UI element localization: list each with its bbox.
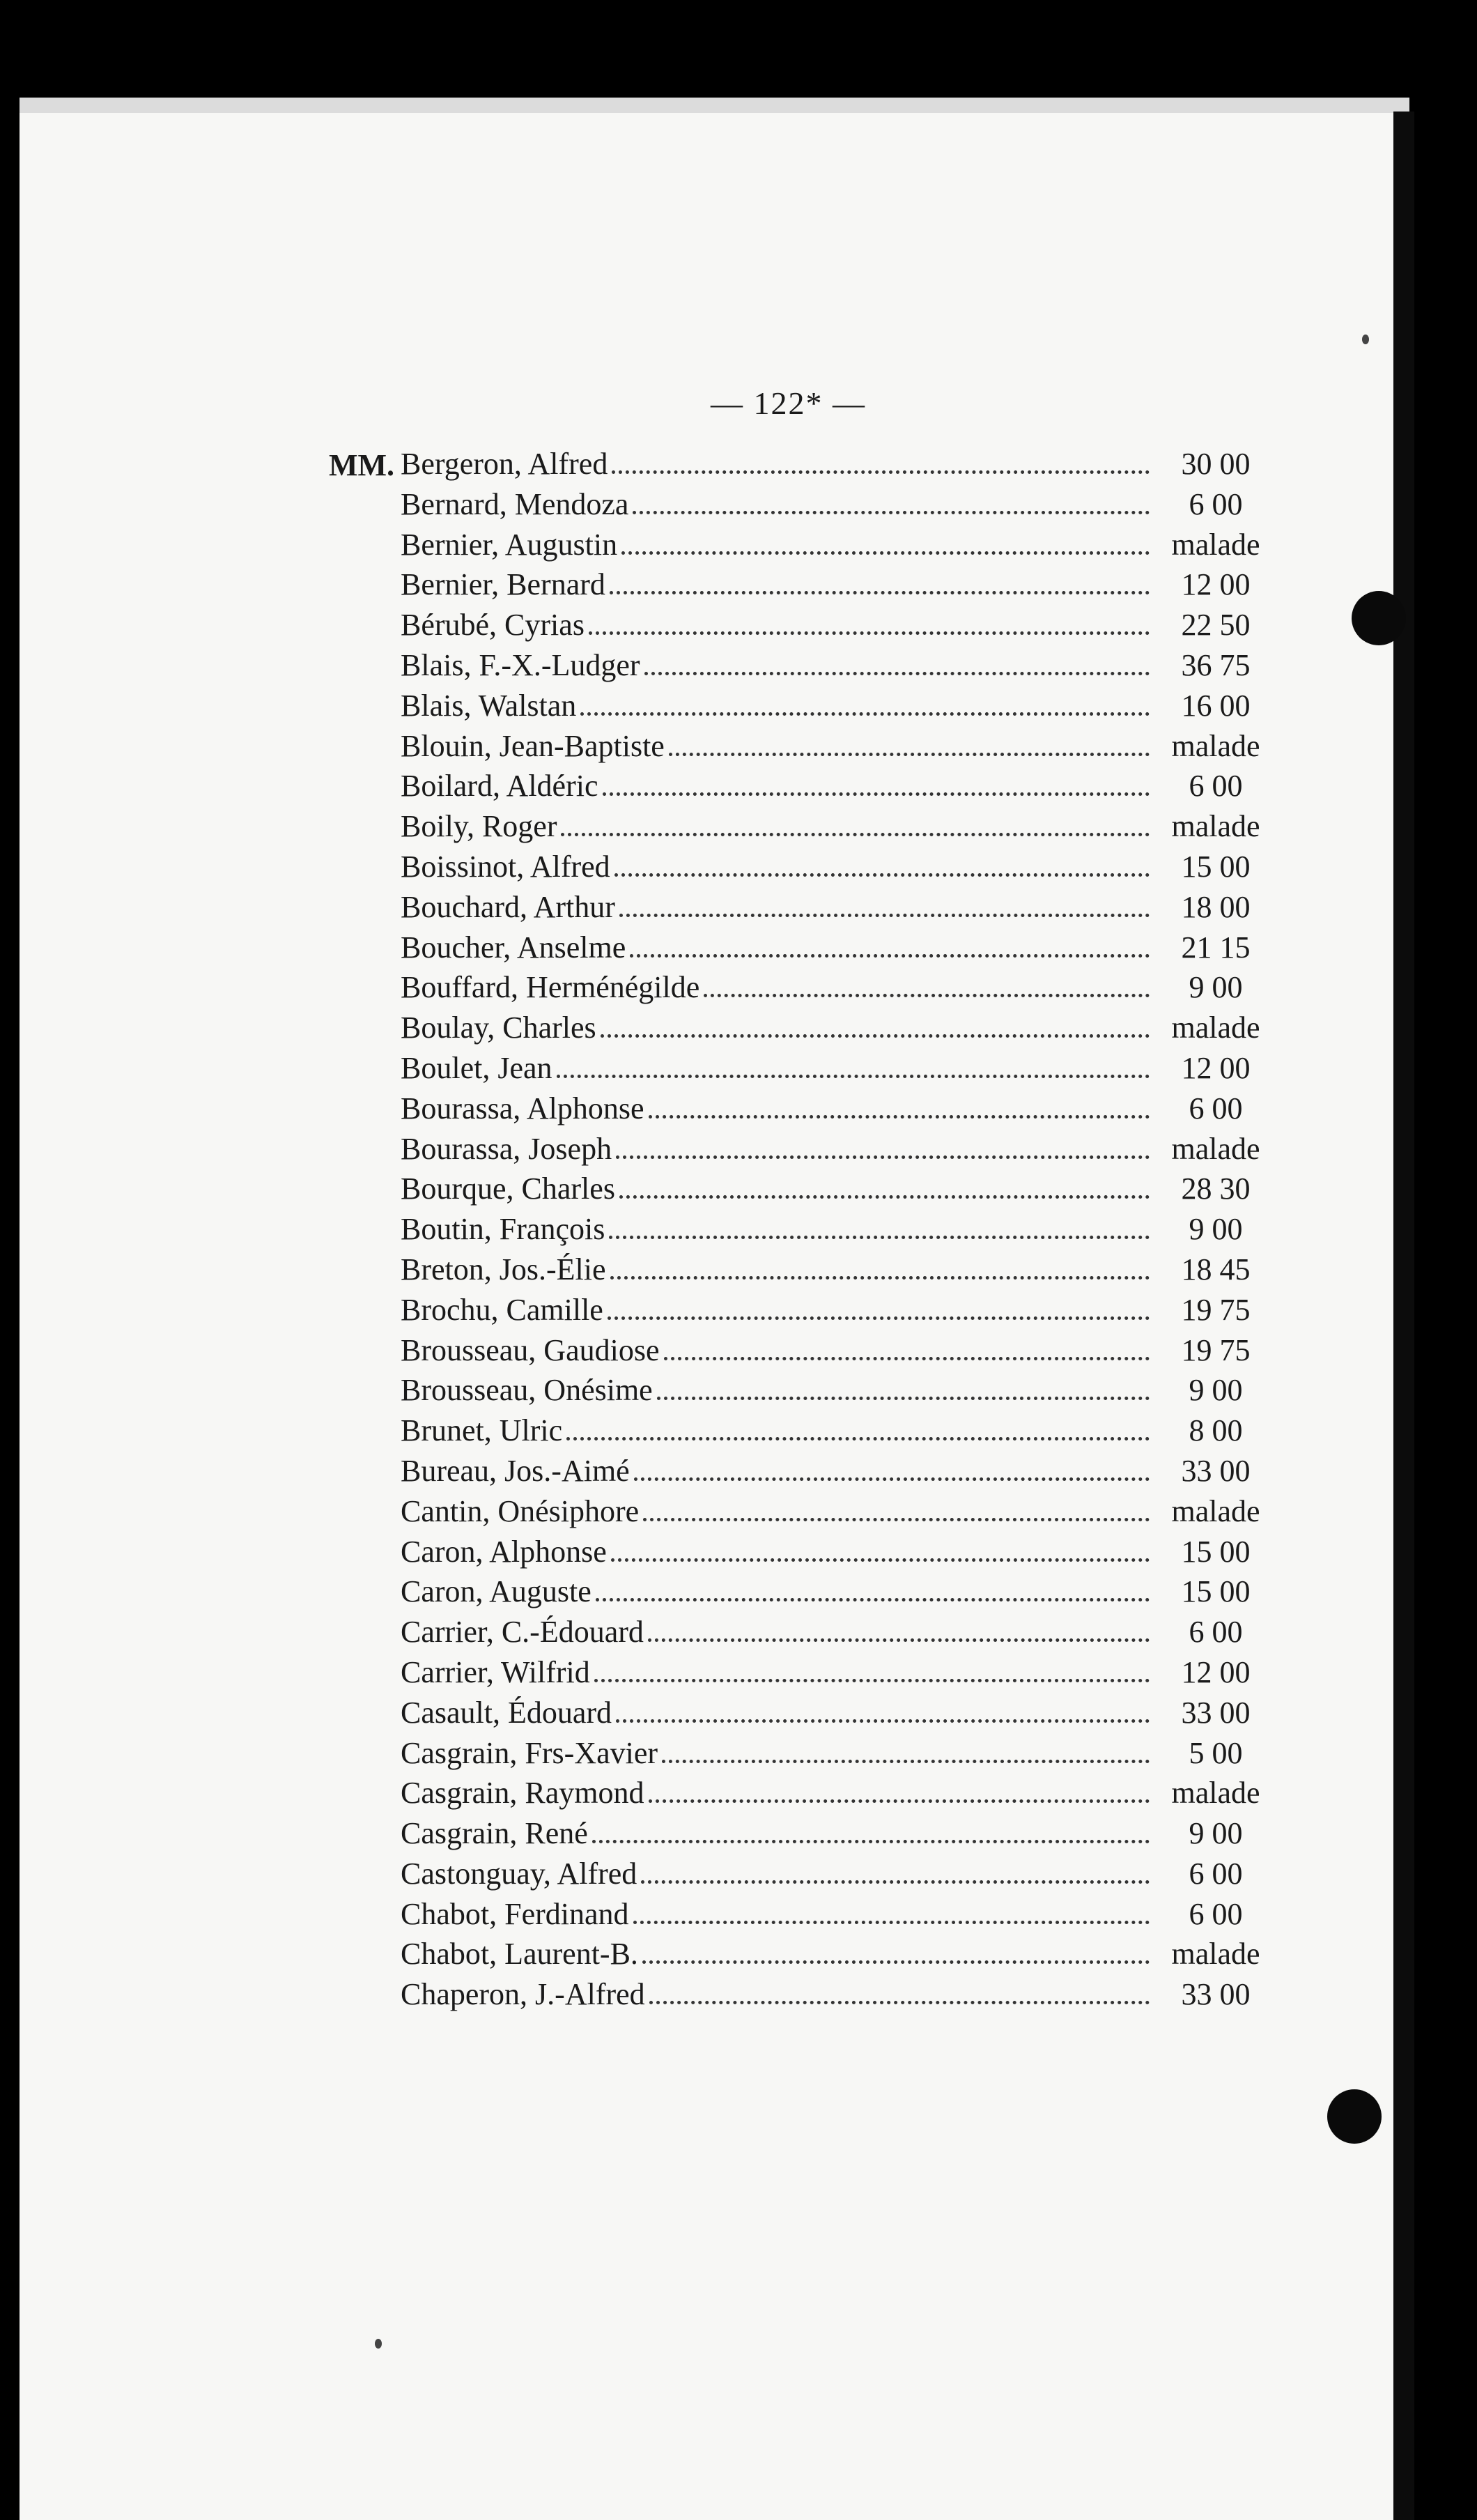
ledger-row [401, 1775, 1275, 1815]
ledger-row [401, 1413, 1275, 1453]
entry-name: Bérubé, Cyrias [401, 608, 585, 643]
entry-amount: 18 45 [1181, 1252, 1251, 1286]
dot-leader [609, 1236, 1150, 1239]
dot-leader [596, 1598, 1150, 1601]
punch-hole-bottom [1327, 2089, 1382, 2144]
ledger-row [401, 1695, 1275, 1735]
ledger-row [401, 849, 1275, 889]
entry-amount: 6 00 [1189, 486, 1243, 521]
entry-name: Caron, Alphonse [401, 1534, 607, 1569]
entry-name: Bernier, Augustin [401, 527, 618, 562]
entry-amount: 33 00 [1181, 1977, 1251, 2012]
dot-leader [630, 954, 1150, 958]
ledger-row [401, 1856, 1275, 1896]
entry-name: Bernier, Bernard [401, 567, 605, 602]
ledger-row [401, 808, 1275, 849]
entry-amount: 9 00 [1189, 1373, 1243, 1408]
entry-name: Bourque, Charles [401, 1171, 615, 1206]
honorific-prefix: MM. [329, 448, 395, 482]
entry-name: Bourassa, Alphonse [401, 1091, 644, 1125]
entry-name: Boissinot, Alfred [401, 849, 610, 884]
entry-name: Boulet, Jean [401, 1050, 552, 1085]
dot-leader [634, 1477, 1150, 1481]
ledger-row [401, 1815, 1275, 1856]
entry-amount: malade [1171, 809, 1260, 844]
dot-leader [643, 1518, 1150, 1521]
scan-border-right [1393, 112, 1414, 2520]
entry-amount: 36 75 [1181, 647, 1251, 682]
ledger-row [401, 728, 1275, 769]
entry-amount: 18 00 [1181, 889, 1251, 924]
entry-name: Bureau, Jos.-Aimé [401, 1453, 630, 1488]
ledger-row [401, 1976, 1275, 2017]
entry-name: Bernard, Mendoza [401, 486, 629, 521]
entry-name: Boulay, Charles [401, 1011, 596, 1045]
entry-name: Brunet, Ulric [401, 1413, 563, 1448]
ledger-row [401, 1936, 1275, 1976]
dot-leader [592, 1840, 1150, 1843]
entry-name: Bouffard, Herménégilde [401, 970, 700, 1005]
entry-amount: malade [1171, 1011, 1260, 1045]
entry-amount: malade [1171, 728, 1260, 763]
ledger-row [401, 1453, 1275, 1493]
entry-name: Brochu, Camille [401, 1292, 603, 1327]
dot-leader [610, 1276, 1150, 1280]
entry-name: Breton, Jos.-Élie [401, 1252, 606, 1286]
entry-name: Bergeron, Alfred [401, 447, 608, 481]
entry-amount: 6 00 [1189, 1091, 1243, 1125]
entry-name: Bouchard, Arthur [401, 889, 615, 924]
entry-amount: malade [1171, 1776, 1260, 1811]
entry-name: Caron, Auguste [401, 1574, 591, 1609]
entry-name: Boilard, Aldéric [401, 769, 598, 804]
entry-amount: 5 00 [1189, 1735, 1243, 1770]
entry-amount: 19 75 [1181, 1292, 1251, 1327]
ledger-row [401, 1091, 1275, 1131]
entry-name: Bourassa, Joseph [401, 1131, 612, 1166]
dot-leader [611, 1558, 1150, 1562]
entry-name: Cantin, Onésiphore [401, 1493, 640, 1528]
ledger-list [401, 446, 1275, 2017]
speck-mark [1362, 335, 1369, 344]
entry-amount: 28 30 [1181, 1171, 1251, 1206]
entry-amount: 6 00 [1189, 1856, 1243, 1891]
entry-amount: 9 00 [1189, 1212, 1243, 1247]
ledger-row [401, 1252, 1275, 1292]
entry-amount: 33 00 [1181, 1695, 1251, 1730]
entry-amount: 15 00 [1181, 1534, 1251, 1569]
entry-name: Casault, Édouard [401, 1695, 612, 1730]
dot-leader [594, 1679, 1150, 1682]
ledger-row [401, 1574, 1275, 1614]
entry-name: Blouin, Jean-Baptiste [401, 728, 665, 763]
dot-leader [649, 1115, 1150, 1119]
entry-amount: 15 00 [1181, 849, 1251, 884]
entry-amount: 22 50 [1181, 608, 1251, 643]
dot-leader [648, 1638, 1150, 1642]
dot-leader [610, 591, 1150, 594]
entry-amount: 21 15 [1181, 930, 1251, 965]
ledger-row [401, 527, 1275, 567]
entry-amount: 9 00 [1189, 1816, 1243, 1851]
ledger-row [401, 1493, 1275, 1534]
entry-name: Blais, F.-X.-Ludger [401, 647, 640, 682]
ledger-row [401, 1654, 1275, 1695]
ledger-row [401, 969, 1275, 1010]
ledger-row [401, 1534, 1275, 1574]
ledger-row [401, 1735, 1275, 1776]
dot-leader [619, 914, 1150, 917]
ledger-row [401, 768, 1275, 808]
dot-leader [662, 1760, 1150, 1763]
entry-amount: 12 00 [1181, 567, 1251, 602]
entry-name: Boucher, Anselme [401, 930, 626, 965]
entry-name: Boutin, François [401, 1212, 605, 1247]
dot-leader [657, 1397, 1150, 1400]
dot-leader [704, 994, 1150, 997]
ledger-row [401, 889, 1275, 930]
entry-amount: 16 00 [1181, 688, 1251, 723]
entry-amount: 8 00 [1189, 1413, 1243, 1448]
dot-leader [589, 631, 1150, 635]
dot-leader [561, 833, 1150, 836]
dot-leader [621, 551, 1150, 555]
dot-leader [619, 1195, 1150, 1199]
dot-leader [649, 2001, 1150, 2004]
ledger-row [401, 688, 1275, 728]
entry-name: Chaperon, J.-Alfred [401, 1977, 645, 2012]
ledger-row [401, 1171, 1275, 1211]
ledger-row [401, 1614, 1275, 1654]
dot-leader [669, 753, 1150, 756]
entry-amount: 12 00 [1181, 1050, 1251, 1085]
ledger-row [401, 1896, 1275, 1937]
speck-mark [375, 2339, 382, 2349]
entry-name: Boily, Roger [401, 809, 557, 844]
dot-leader [566, 1437, 1150, 1440]
dot-leader [633, 511, 1150, 514]
entry-amount: 6 00 [1189, 1615, 1243, 1650]
entry-name: Carrier, C.-Édouard [401, 1615, 644, 1650]
entry-name: Blais, Walstan [401, 688, 577, 723]
dot-leader [644, 672, 1150, 675]
entry-amount: 33 00 [1181, 1453, 1251, 1488]
entry-amount: 15 00 [1181, 1574, 1251, 1609]
dot-leader [616, 1719, 1150, 1723]
dot-leader [616, 1155, 1150, 1159]
ledger-row [401, 446, 1275, 486]
dot-leader [557, 1075, 1150, 1078]
dot-leader [642, 1960, 1150, 1964]
punch-hole-top [1352, 591, 1406, 645]
ledger-row [401, 607, 1275, 647]
ledger-row [401, 1292, 1275, 1332]
ledger-row [401, 1332, 1275, 1373]
dot-leader [612, 470, 1150, 474]
dot-leader [608, 1316, 1150, 1320]
ledger-row [401, 486, 1275, 527]
page-number: — 122* — [711, 385, 866, 421]
dot-leader [664, 1357, 1150, 1360]
ledger-row [401, 1131, 1275, 1171]
entry-name: Brousseau, Onésime [401, 1373, 653, 1408]
entry-name: Casgrain, Frs-Xavier [401, 1735, 658, 1770]
entry-name: Chabot, Laurent-B. [401, 1937, 638, 1972]
entry-amount: 6 00 [1189, 1896, 1243, 1931]
entry-amount: malade [1171, 527, 1260, 562]
entry-amount: 6 00 [1189, 769, 1243, 804]
ledger-row [401, 567, 1275, 607]
ledger-row [401, 1050, 1275, 1091]
entry-amount: malade [1171, 1131, 1260, 1166]
entry-name: Carrier, Wilfrid [401, 1654, 590, 1689]
entry-amount: 19 75 [1181, 1332, 1251, 1367]
entry-amount: 9 00 [1189, 970, 1243, 1005]
dot-leader [614, 873, 1150, 877]
entry-amount: malade [1171, 1937, 1260, 1972]
dot-leader [603, 792, 1150, 796]
entry-name: Casgrain, René [401, 1816, 588, 1851]
dot-leader [633, 1921, 1150, 1924]
dot-leader [641, 1880, 1150, 1884]
entry-name: Chabot, Ferdinand [401, 1896, 629, 1931]
entry-amount: malade [1171, 1493, 1260, 1528]
ledger-row [401, 1010, 1275, 1050]
dot-leader [649, 1799, 1150, 1803]
entry-amount: 12 00 [1181, 1654, 1251, 1689]
entry-name: Casgrain, Raymond [401, 1776, 644, 1811]
ledger-row [401, 647, 1275, 688]
dot-leader [580, 712, 1150, 716]
entry-name: Brousseau, Gaudiose [401, 1332, 660, 1367]
entry-amount: 30 00 [1181, 447, 1251, 481]
dot-leader [601, 1034, 1150, 1038]
ledger-row [401, 1211, 1275, 1252]
ledger-row [401, 1372, 1275, 1413]
entry-name: Castonguay, Alfred [401, 1856, 637, 1891]
ledger-row [401, 930, 1275, 970]
page-top-edge [20, 98, 1409, 113]
